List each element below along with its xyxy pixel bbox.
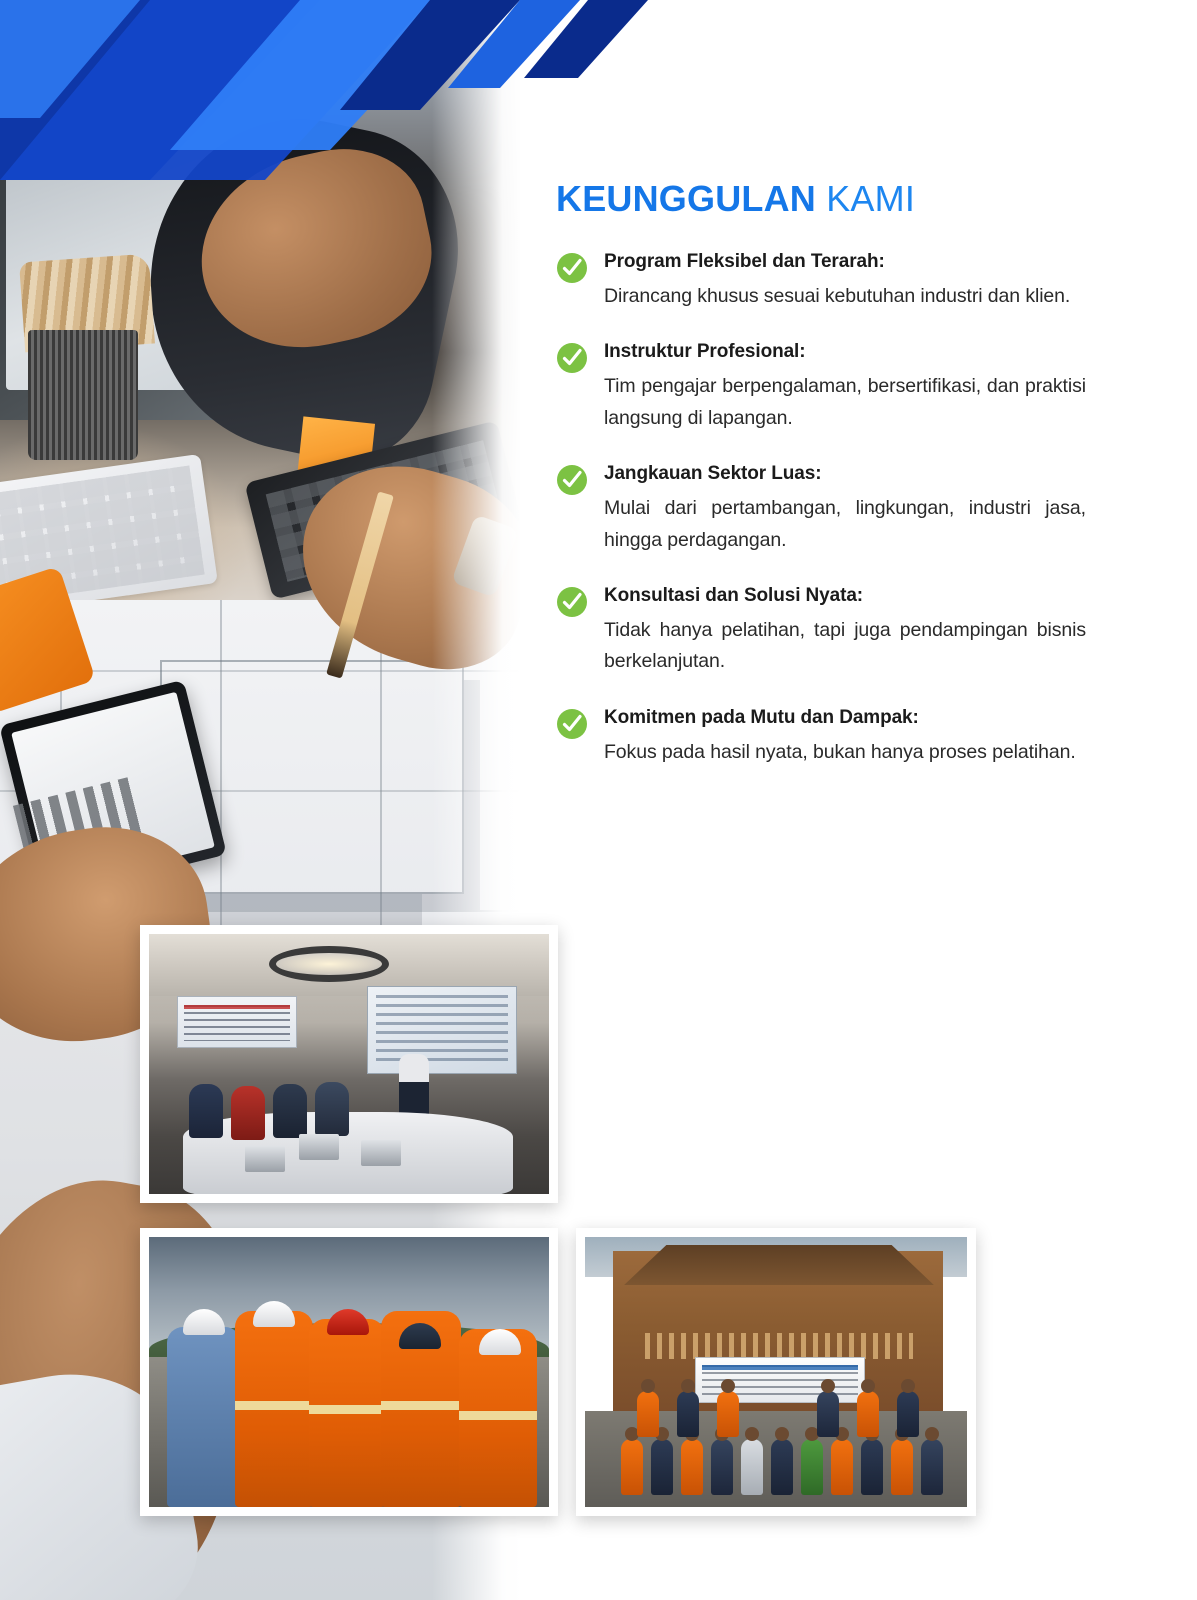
participant-head-shape: [901, 1379, 915, 1393]
feature-item: [556, 706, 1086, 768]
field-workers-safety-vest-photo: [149, 1237, 549, 1507]
feature-item: [556, 584, 1086, 678]
worker-shape: [167, 1327, 241, 1507]
worker-shape: [459, 1329, 537, 1507]
check-circle-icon: [556, 708, 588, 740]
attendee-shape: [231, 1086, 265, 1140]
feature-description: Tidak hanya pelatihan, tapi juga pendampingan bisnis berkelanjutan.: [604, 618, 1086, 673]
feature-description: Tim pengajar berpengalaman, bersertifikasi, dan praktisi langsung di lapangan.: [604, 375, 1086, 429]
participant-shape: [651, 1439, 673, 1495]
feature-title: Komitmen pada Mutu dan Dampak:: [604, 707, 919, 729]
check-circle-icon: [556, 342, 588, 374]
participant-shape: [861, 1439, 883, 1495]
participant-shape: [817, 1391, 839, 1437]
worker-shape: [235, 1311, 313, 1507]
page-title-bold: KEUNGGULAN: [556, 178, 816, 219]
attendee-shape: [189, 1084, 223, 1138]
laptop-shape: [245, 1146, 285, 1172]
training-room-presentation-photo: [149, 934, 549, 1194]
attendee-shape: [315, 1082, 349, 1136]
features-section: [556, 178, 1086, 796]
page-title: [556, 178, 1086, 220]
vest-reflective-stripe: [235, 1401, 313, 1410]
participant-shape: [831, 1439, 853, 1495]
photo-card-field-workers: [140, 1228, 558, 1516]
vest-reflective-stripe: [309, 1405, 385, 1414]
check-circle-icon: [556, 464, 588, 496]
participant-shape: [771, 1439, 793, 1495]
participant-shape: [891, 1439, 913, 1495]
laptop-shape: [361, 1140, 401, 1166]
participant-shape: [637, 1391, 659, 1437]
feature-title: Konsultasi dan Solusi Nyata:: [604, 585, 864, 607]
participant-shape: [857, 1391, 879, 1437]
feature-description: Dirancang khusus sesuai kebutuhan industri dan klien.: [604, 284, 1071, 307]
projector-screen-shape: [367, 986, 517, 1074]
ceiling-light-icon: [269, 946, 389, 982]
participant-head-shape: [641, 1379, 655, 1393]
feature-description: Mulai dari pertambangan, lingkungan, industri jasa, hingga perdagangan.: [604, 496, 1086, 551]
event-backdrop-shape: [177, 996, 297, 1048]
feature-title: Instruktur Profesional:: [604, 341, 806, 363]
participant-shape: [681, 1439, 703, 1495]
vest-reflective-stripe: [459, 1411, 537, 1420]
feature-item: [556, 250, 1086, 312]
participant-head-shape: [861, 1379, 875, 1393]
feature-item: [556, 340, 1086, 434]
balcony-railing-shape: [645, 1333, 913, 1359]
feature-item: [556, 462, 1086, 556]
participant-shape: [711, 1439, 733, 1495]
participant-head-shape: [925, 1427, 939, 1441]
participant-shape: [677, 1391, 699, 1437]
decorative-banner: [0, 0, 700, 180]
feature-description: Fokus pada hasil nyata, bukan hanya proses pelatihan.: [604, 740, 1076, 763]
laptop-shape: [299, 1134, 339, 1160]
participant-head-shape: [745, 1427, 759, 1441]
attendee-shape: [273, 1084, 307, 1138]
participant-shape: [621, 1439, 643, 1495]
page-title-light: KAMI: [826, 178, 916, 219]
photo-card-training-room: [140, 925, 558, 1203]
vest-reflective-stripe: [381, 1401, 461, 1410]
participant-head-shape: [821, 1379, 835, 1393]
worker-shape: [309, 1319, 385, 1507]
participant-shape: [717, 1391, 739, 1437]
feature-title: Jangkauan Sektor Luas:: [604, 463, 822, 485]
check-circle-icon: [556, 586, 588, 618]
participant-head-shape: [681, 1379, 695, 1393]
participant-shape: [741, 1439, 763, 1495]
group-photo-wooden-building: [585, 1237, 967, 1507]
participant-shape: [801, 1439, 823, 1495]
feature-title: Program Fleksibel dan Terarah:: [604, 251, 885, 272]
pencil-cup-shape: [28, 330, 138, 460]
participant-shape: [897, 1391, 919, 1437]
photo-card-group: [576, 1228, 976, 1516]
participant-shape: [921, 1439, 943, 1495]
participant-head-shape: [775, 1427, 789, 1441]
participant-head-shape: [721, 1379, 735, 1393]
check-circle-icon: [556, 252, 588, 284]
